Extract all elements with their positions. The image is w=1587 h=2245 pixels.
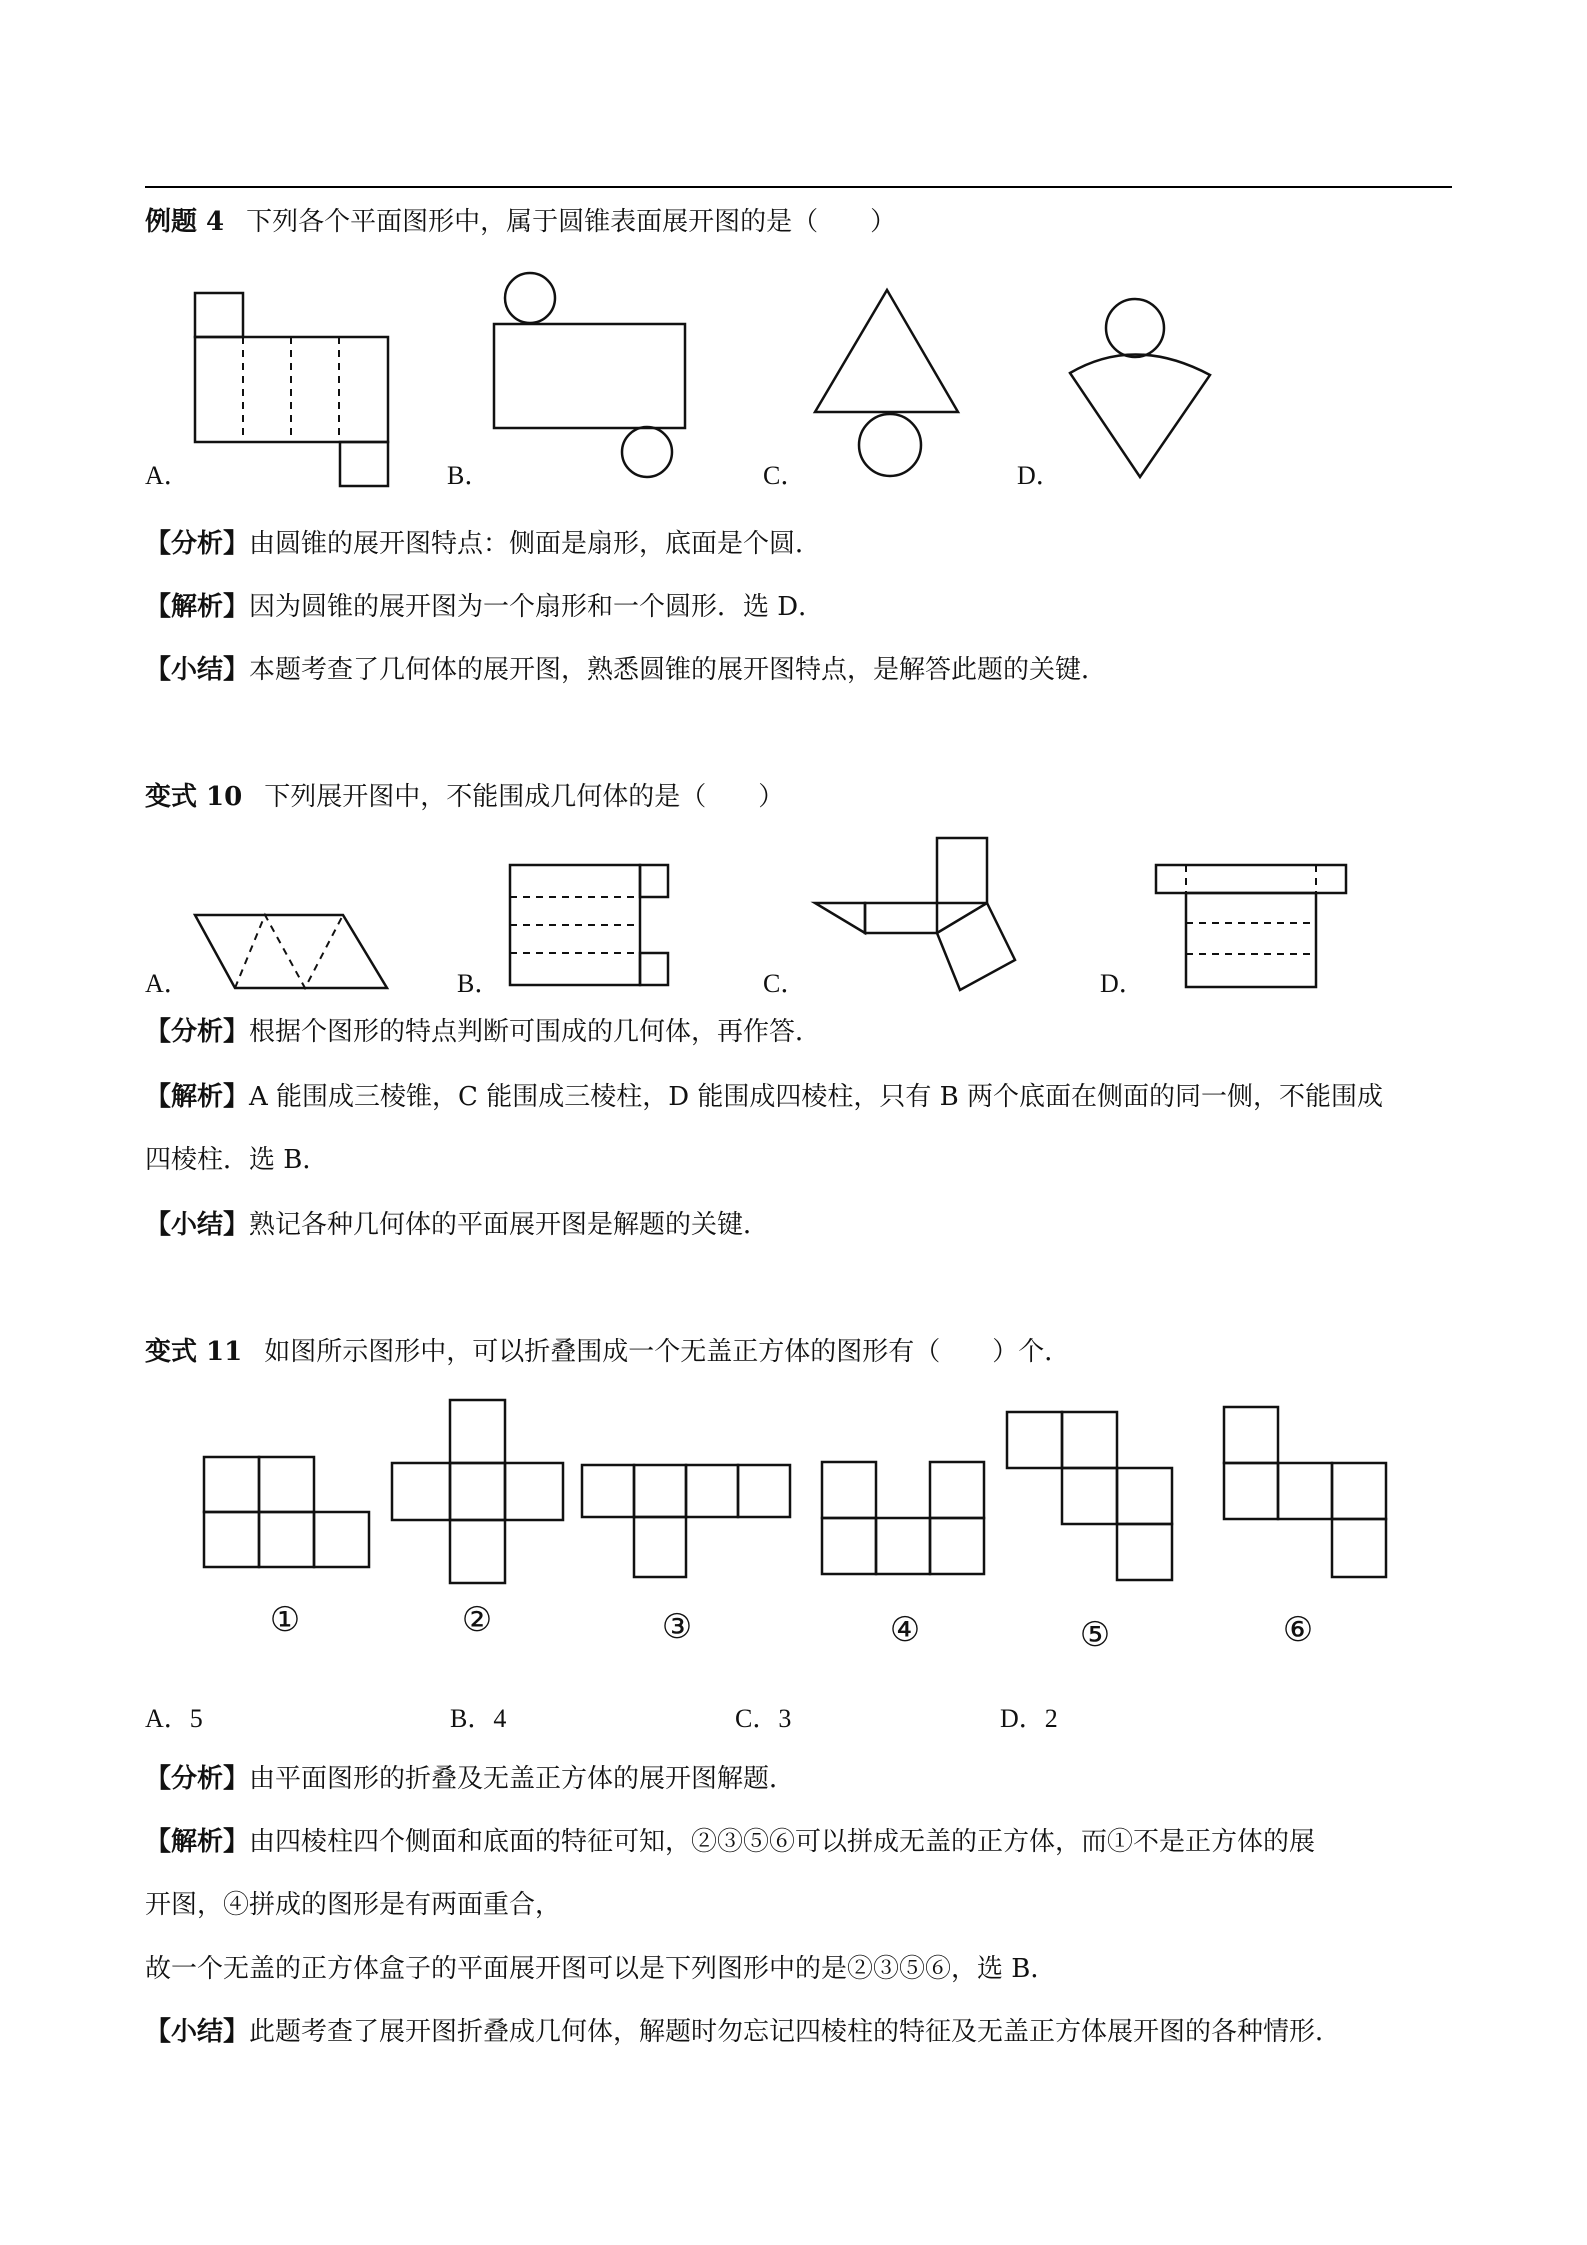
- variant11-label-6: ⑥: [1282, 1610, 1314, 1650]
- variant11-choice-d: D．2: [1000, 1704, 1058, 1733]
- variant11-label-2: ②: [461, 1600, 493, 1640]
- variant10-figure-b: [505, 862, 675, 992]
- variant11-net-5: [1005, 1410, 1175, 1585]
- variant10-analysis: 【分析】根据个图形的特点判断可围成的几何体，再作答．: [145, 1017, 822, 1047]
- variant11-solution-line2: 开图，④拼成的图形是有两面重合，: [145, 1890, 562, 1920]
- variant11-net-6: [1222, 1405, 1392, 1583]
- variant11-label-1: ①: [269, 1600, 301, 1640]
- example4-question: 例题 4 下列各个平面图形中，属于圆锥表面展开图的是（ ）: [145, 207, 897, 237]
- variant10-option-a: A．: [145, 969, 190, 998]
- example4-solution: 【解析】因为圆锥的展开图为一个扇形和一个圆形．选 D．: [145, 592, 825, 622]
- variant11-solution-line1: 【解析】由四棱柱四个侧面和底面的特征可知，②③⑤⑥可以拼成无盖的正方体，而①不是正方体的展: [145, 1827, 1316, 1857]
- variant10-summary: 【小结】熟记各种几何体的平面展开图是解题的关键．: [145, 1210, 770, 1240]
- variant11-choice-b: B．4: [450, 1704, 507, 1733]
- variant10-figure-c: [810, 835, 1020, 1000]
- variant11-analysis: 【分析】由平面图形的折叠及无盖正方体的展开图解题．: [145, 1764, 796, 1794]
- variant11-net-4: [820, 1460, 990, 1578]
- variant10-question: 变式 10 下列展开图中，不能围成几何体的是（ ）: [145, 782, 785, 812]
- example4-figure-b: [490, 270, 690, 485]
- variant10-option-d: D．: [1100, 969, 1145, 998]
- header-rule: [145, 186, 1452, 188]
- example4-figure-a: [190, 290, 390, 490]
- variant11-label-5: ⑤: [1079, 1615, 1111, 1655]
- variant10-solution-line2: 四棱柱．选 B．: [145, 1145, 329, 1175]
- variant11-label-4: ④: [889, 1610, 921, 1650]
- example4-option-b: B．: [447, 461, 491, 490]
- example4-analysis: 【分析】由圆锥的展开图特点：侧面是扇形，底面是个圆．: [145, 529, 822, 559]
- variant11-solution-line3: 故一个无盖的正方体盒子的平面展开图可以是下列图形中的是②③⑤⑥，选 B．: [145, 1954, 1057, 1984]
- variant10-figure-d: [1152, 862, 1352, 992]
- example4-option-d: D．: [1017, 461, 1062, 490]
- example4-summary: 【小结】本题考查了几何体的展开图，熟悉圆锥的展开图特点，是解答此题的关键．: [145, 655, 1108, 685]
- variant11-choice-a: A．5: [145, 1704, 203, 1733]
- variant11-question: 变式 11 如图所示图形中，可以折叠围成一个无盖正方体的图形有（ ）个．: [145, 1337, 1071, 1367]
- variant10-option-c: C．: [763, 969, 807, 998]
- example4-option-a: A．: [145, 461, 190, 490]
- variant10-solution-line1: 【解析】A 能围成三棱锥，C 能围成三棱柱，D 能围成四棱柱，只有 B 两个底面在侧面的同一侧，不能围成: [145, 1082, 1383, 1112]
- variant11-summary: 【小结】此题考查了展开图折叠成几何体，解题时勿忘记四棱柱的特征及无盖正方体展开图的各种情形．: [145, 2017, 1342, 2047]
- variant11-net-2: [390, 1398, 565, 1593]
- variant10-option-b: B．: [457, 969, 501, 998]
- variant11-label-3: ③: [661, 1607, 693, 1647]
- variant11-net-1: [202, 1455, 372, 1575]
- example4-figure-c: [810, 285, 970, 485]
- example4-option-c: C．: [763, 461, 807, 490]
- variant11-net-3: [580, 1463, 795, 1581]
- variant11-choice-c: C．3: [735, 1704, 792, 1733]
- example4-figure-d: [1065, 295, 1225, 485]
- variant10-figure-a: [195, 910, 395, 995]
